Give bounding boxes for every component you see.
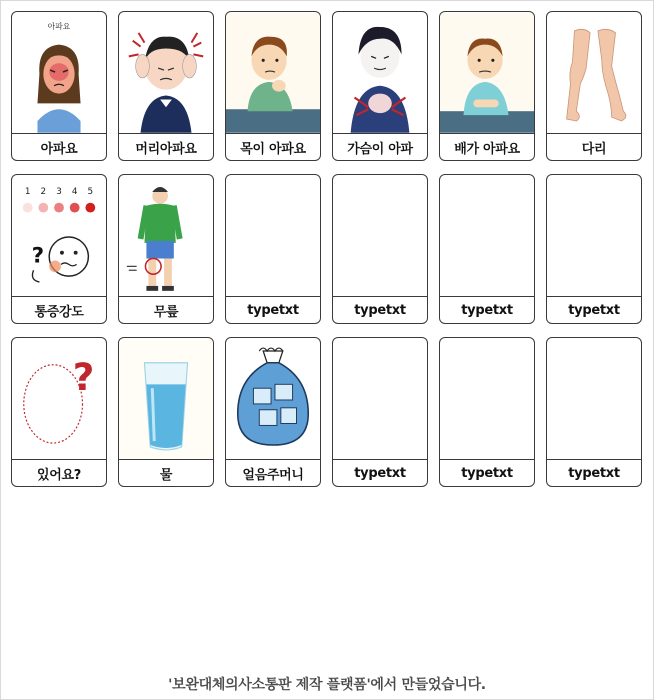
scale-5: 5 <box>87 186 94 197</box>
card-label: typetxt <box>547 459 641 486</box>
card-label: 물 <box>119 459 213 486</box>
water-glass-icon <box>119 338 213 460</box>
card-label: 아파요 <box>12 133 106 160</box>
card-label: 머리아파요 <box>119 133 213 160</box>
card-label: 얼음주머니 <box>226 459 320 486</box>
scale-1: 1 <box>24 186 31 197</box>
headache-icon <box>119 12 213 134</box>
knee-icon <box>119 175 213 297</box>
card-sore-throat[interactable] <box>225 11 321 161</box>
scale-4: 4 <box>71 186 78 197</box>
card-label: 다리 <box>547 133 641 160</box>
ice-bag-icon <box>226 338 320 460</box>
svg-text:?: ? <box>72 355 95 400</box>
card-empty[interactable] <box>546 174 642 324</box>
scale-2: 2 <box>40 186 47 197</box>
card-label: typetxt <box>547 296 641 323</box>
scale-3: 3 <box>56 186 62 197</box>
chest-pain-icon <box>333 12 427 134</box>
card-label: 있어요? <box>12 459 106 486</box>
card-label: 가슴이 아파 <box>333 133 427 160</box>
card-legs[interactable] <box>546 11 642 161</box>
sore-throat-icon <box>226 12 320 134</box>
sick-caption: 아파요 <box>47 21 71 31</box>
svg-text:?: ? <box>31 243 45 269</box>
card-headache[interactable] <box>118 11 214 161</box>
card-label: 통증강도 <box>12 296 106 323</box>
card-label: typetxt <box>440 459 534 486</box>
card-empty[interactable] <box>439 174 535 324</box>
card-label: typetxt <box>333 459 427 486</box>
card-ice-pack[interactable] <box>225 337 321 487</box>
question-icon <box>12 338 106 460</box>
card-pain-scale[interactable] <box>11 174 107 324</box>
card-empty[interactable] <box>225 174 321 324</box>
card-label: typetxt <box>226 296 320 323</box>
footer-credit: '보완대체의사소통판 제작 플랫폼'에서 만들었습니다. <box>168 677 486 693</box>
card-label: typetxt <box>333 296 427 323</box>
card-sick[interactable] <box>11 11 107 161</box>
card-empty[interactable] <box>332 174 428 324</box>
card-empty[interactable] <box>546 337 642 487</box>
card-label: typetxt <box>440 296 534 323</box>
pain-scale-icon <box>12 175 106 297</box>
stomachache-icon <box>440 12 534 134</box>
card-water[interactable] <box>118 337 214 487</box>
card-label: 목이 아파요 <box>226 133 320 160</box>
sick-woman-icon <box>12 12 106 134</box>
card-chest-pain[interactable] <box>332 11 428 161</box>
card-stomachache[interactable] <box>439 11 535 161</box>
card-knee[interactable] <box>118 174 214 324</box>
card-do-you-have[interactable] <box>11 337 107 487</box>
legs-icon <box>547 12 641 134</box>
card-empty[interactable] <box>332 337 428 487</box>
card-label: 무릎 <box>119 296 213 323</box>
card-label: 배가 아파요 <box>440 133 534 160</box>
card-empty[interactable] <box>439 337 535 487</box>
